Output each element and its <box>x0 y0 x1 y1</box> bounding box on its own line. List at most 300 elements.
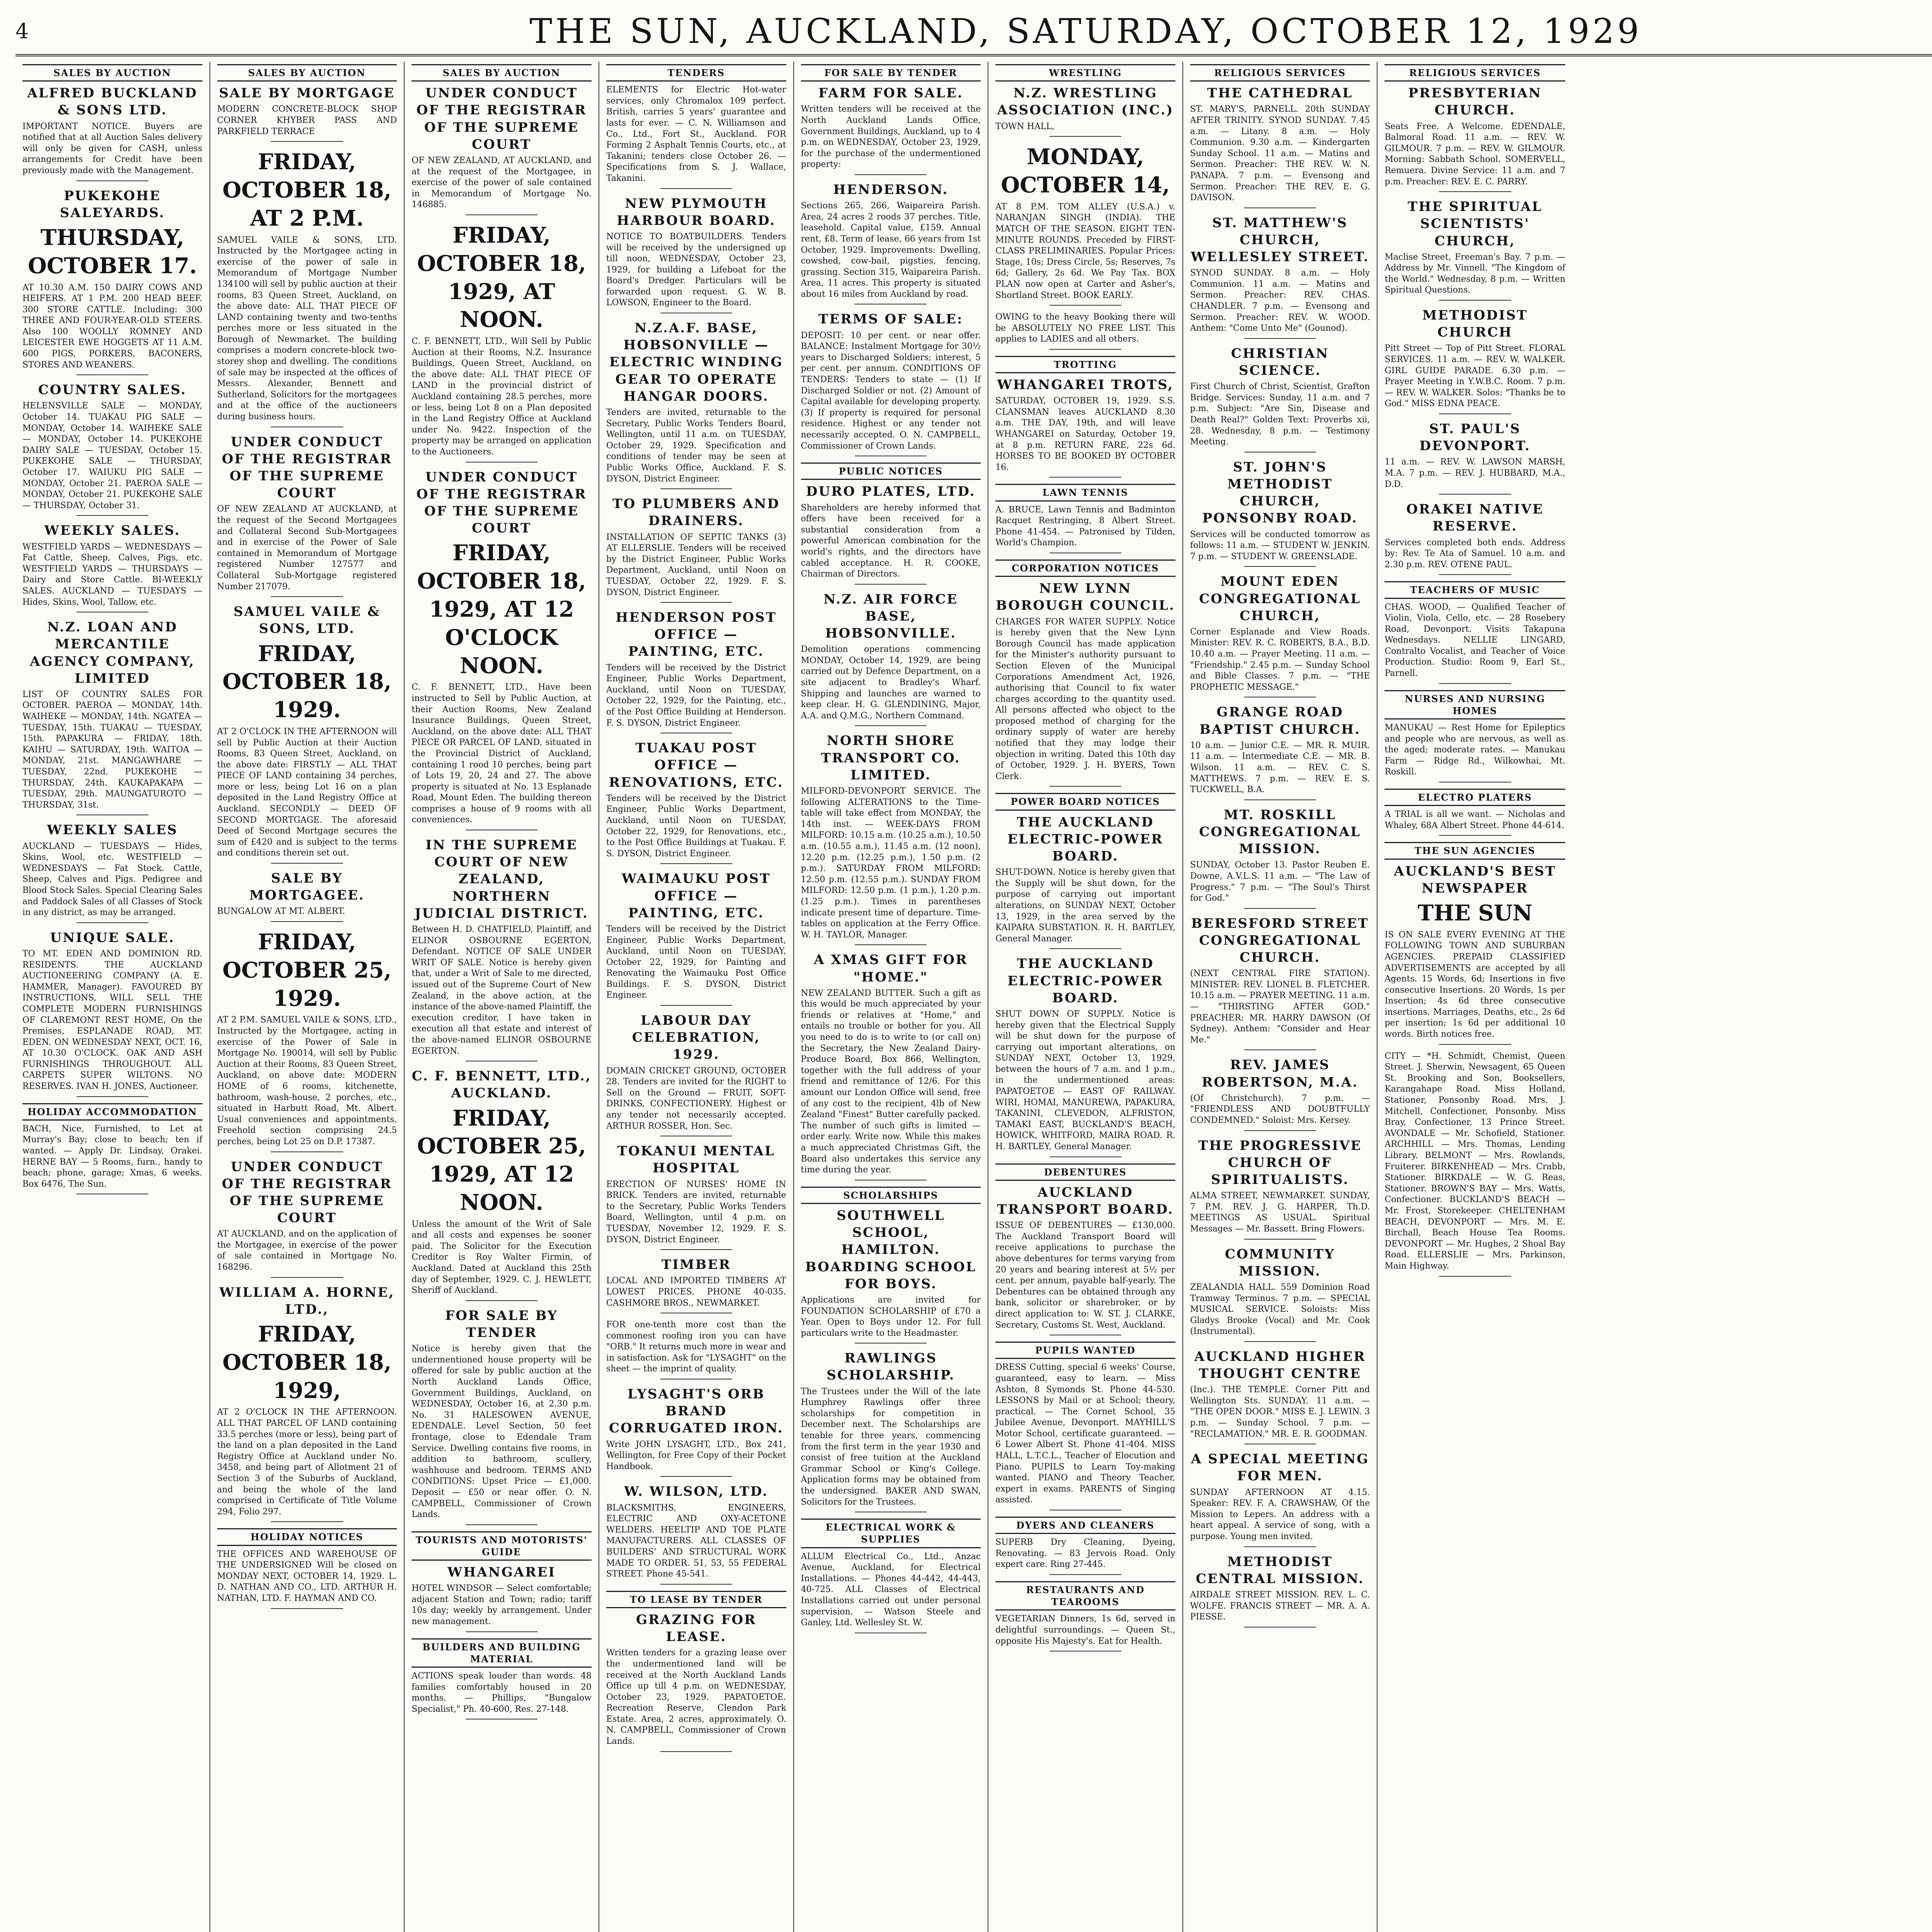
advert-heading: WHANGAREI TROTS, <box>997 377 1174 393</box>
column-2 <box>210 62 405 1932</box>
section-heading: ELECTRO PLATERS <box>1384 789 1565 806</box>
advert-body: HOTEL WINDSOR — Select comfortable; adjacent Station and Town; radio; tariff 10s day; weekly by arrangement. Under new management. <box>412 1583 592 1627</box>
divider <box>466 1631 537 1632</box>
advertisement <box>22 85 202 181</box>
advert-body: SHUT DOWN OF SUPPLY. Notice is hereby given that the Electrical Supply will be shut down for the purpose of carrying out important alterations, on SUNDAY NEXT, October 13, 1929, between the hours of 7 a.m. and 1 p.m., in the undermentioned areas: PAPATOETOE — EAST OF RAILWAY. WIRI, HOMAI, MANUREWA, PAPAKURA, TAKANINI, CLEVEDON, ALFRISTON, TAMAKI EAST, BUCKLAND'S BEACH, HOWICK, WHITFORD, MAIRA ROAD. R. H. BARTLEY, General Manager. <box>995 1009 1175 1152</box>
advert-heading: UNIQUE SALE. <box>50 930 175 946</box>
advertisement <box>217 1158 397 1278</box>
advert-heading: METHODIST CHURCH <box>1422 308 1528 340</box>
advert-heading: LYSAGHT'S ORB BRAND CORRUGATED IRON. <box>609 1386 784 1436</box>
divider <box>271 1151 343 1152</box>
advert-body: Corner Esplanade and View Roads. Minister: REV. R. C. ROBERTS, B.A., B.D. 10.40 a.m. — Prayer Meeting. 11 a.m. — "Friendship." 2.45 p.m. — Sunday School and Bible Classes. 7 p.m. — "THE PROPHETIC MESSAGE." <box>1190 627 1370 692</box>
advert-heading: HENDERSON. <box>833 182 949 197</box>
divider <box>1244 207 1316 208</box>
divider <box>660 1584 732 1585</box>
advert-body: FOR one-tenth more cost than the commonest roofing iron you can have "ORB." It returns much more in wear and in satisfaction. Ask for "LYSAGHT" on the sheet — the imprint of quality. <box>606 1320 786 1374</box>
divider <box>660 602 732 603</box>
advertisement <box>1384 501 1565 575</box>
advert-heading: TUAKAU POST OFFICE — RENOVATIONS, ETC. <box>609 740 784 790</box>
divider <box>660 1249 732 1250</box>
advert-body: MODERN CONCRETE-BLOCK SHOP CORNER KHYBER PASS AND PARKFIELD TERRACE <box>217 104 397 136</box>
divider <box>1049 136 1121 137</box>
advert-body: SAMUEL VAILE & SONS, LTD. Instructed by the Mortgagee acting in exercise of the power of sale in Memorandum of Mortgage Number 134100 will sell by public auction at their rooms, 83 Queen Street, Auckland, on the above date: ALL THAT PIECE OF LAND containing twenty and two-tenths perches more or less situated in the Borough of Newmarket. The building comprises a modern concrete-block two-storey shop and dwelling. The conditions of sale may be inspected at the offices of Messrs. Alexander, Bennett and Sutherland, Solicitors for the mortgagees and at the office of the auctioneers during business hours. <box>217 235 397 422</box>
advertisement <box>1384 307 1565 414</box>
advert-body: DEPOSIT: 10 per cent. or near offer. BALANCE: Instalment Mortgage for 30½ years to Discharged Soldiers; interest, 5 per cent. per annum. CONDITIONS OF TENDERS: Tenders to state — (1) If Discharged Soldier or not. (2) Amount of Capital available for developing property. (3) If property is required for personal residence. Highest or any tender not necessarily accepted. O. N. CAMPBELL, Commissioner of Crown Lands. <box>801 330 981 451</box>
advertisement <box>217 434 397 597</box>
advert-body: A TRIAL is all we want. — Nicholas and Whaley, 68A Albert Street. Phone 44-614. <box>1384 810 1566 830</box>
advert-display-line: THE SUN <box>1417 900 1532 926</box>
advert-body: ZEALANDIA HALL. 559 Dominion Road Tramway Terminus. 7 p.m. — SPECIAL MUSICAL SERVICE. Soloists: Miss Gladys Brooke (Vocal) and Mr. Cook (Instrumental). <box>1190 1282 1370 1337</box>
advert-body: VEGETARIAN Dinners, 1s 6d, served in delightful surroundings. — Queen St., opposite His Majesty's. Eat for Health. <box>995 1614 1175 1646</box>
advert-body: Tenders will be received by the District Engineer, Public Works Department, Auckland, until Noon on TUESDAY, October 22, 1929, for Painting and Renovating the Waimauku Post Office Buildings. F. S. DYSON, District Engineer. <box>606 924 786 1000</box>
section-heading: DYERS AND CLEANERS <box>995 1517 1175 1534</box>
advertisement <box>1190 345 1370 452</box>
advert-body: Seats Free. A Welcome. EDENDALE, Balmoral Road. 11 a.m. — REV. W. GILMOUR. 7 p.m. — REV. W. GILMOUR. Morning: Sabbath School. SOMERVELL, Remuera. Divine Service: 11 a.m. and 7 p.m. Preacher: REV. E. C. PARRY. <box>1384 121 1566 187</box>
advert-body: Maclise Street, Freeman's Bay. 7 p.m. — Address by Mr. Vinnell. "The Kingdom of the World." Wednesday, 8 p.m. — Written Spiritual Questions. <box>1384 252 1566 295</box>
divider <box>1439 574 1511 575</box>
advertisement <box>801 483 981 584</box>
advertisement <box>801 1350 981 1512</box>
divider <box>660 1751 732 1752</box>
divider <box>1439 413 1511 414</box>
divider <box>466 1524 537 1525</box>
advertisement <box>606 1012 786 1136</box>
advert-body: AT 2 O'CLOCK IN THE AFTERNOON. ALL THAT PARCEL OF LAND containing 33.5 perches (more or less), being part of the land on a plan deposited in the Land Registry Office at Auckland under No. 3458, and being part of Allotment 21 of Section 3 of the Suburbs of Auckland, and being the whole of the land comprised in Certificate of Title Volume 294, Folio 297. <box>217 1407 397 1517</box>
advert-body: AT 8 P.M. TOM ALLEY (U.S.A.) v. NARANJAN SINGH (INDIA). THE MATCH OF THE SEASON. EIGHT TEN-MINUTE ROUNDS. Preceded by FIRST-CLASS PRELIMINARIES. Popular Prices: Stage, 10s; Dress Circle, 5s; Reserves, 7s 6d; Gallery, 2s 6d. We Pay Tax. BOX PLAN now open at Carter and Asher's, Shortland Street. BOOK EARLY. <box>995 202 1175 300</box>
advert-heading: UNDER CONDUCT OF THE REGISTRAR OF THE SUPREME COURT <box>222 434 392 501</box>
advert-body: ACTIONS speak louder than words. 48 families comfortably housed in 20 months. — Phillips, "Bungalow Specialist," Ph. 40-600, Res. 27-148. <box>412 1671 592 1714</box>
divider <box>1439 1044 1511 1045</box>
advert-body: Tenders will be received by the District Engineer, Public Works Department, Auckland, until Noon on TUESDAY, October 22, 1929, for the Painting, etc., of the Post Office Building at Henderson. F. S. DYSON, District Engineer. <box>606 663 786 728</box>
section-heading: BUILDERS AND BUILDING MATERIAL <box>412 1638 592 1668</box>
advert-body: ST. MARY'S, PARNELL. 20th SUNDAY AFTER TRINITY. SYNOD SUNDAY. 7.45 a.m. — Litany. 8 a.m. — Holy Communion. 9.30 a.m. — Kindergarten Sunday School. 11 a.m. — Matins and Sermon. Preacher: THE REV. W. N. PANAPA. 7 p.m. — Evensong and Sermon. Preacher: THE REV. E. G. DAVISON. <box>1190 104 1370 203</box>
divider <box>1049 349 1121 350</box>
divider <box>1244 1546 1316 1547</box>
advert-heading: ST. JOHN'S METHODIST CHURCH, PONSONBY ROAD. <box>1202 459 1358 526</box>
advert-heading: CHRISTIAN SCIENCE. <box>1231 345 1329 379</box>
section-heading: LAWN TENNIS <box>995 484 1175 501</box>
advert-body: NEW ZEALAND BUTTER. Such a gift as this would be much appreciated by your friends or relatives at "Home," and entails no trouble or bother for you. All you need to do is to write to (or call on) the Secretary, the New Zealand Dairy-Produce Board, Box 866, Wellington, together with the full address of your friend and remittance of 12/6. For this amount our London Office will send, free of any cost to the recipient, 4lb of New Zealand "Finest" Butter carefully packed. The number of such gifts is limited — order early. Write now. While this makes a much appreciated Christmas Gift, the Board also undertakes this service any time during the year. <box>801 988 981 1175</box>
advert-display-line: FRIDAY, OCTOBER 25, 1929, AT 12 NOON. <box>417 1105 586 1215</box>
divider <box>1244 1627 1316 1628</box>
advertisement <box>606 1386 786 1477</box>
advert-heading: COUNTRY SALES. <box>38 382 187 398</box>
divider <box>1439 1276 1511 1277</box>
advert-body: IMPORTANT NOTICE. Buyers are notified that at all Auction Sales delivery will only be given for CASH, unless arrangements for Credit have been previously made with the Management. <box>22 121 202 175</box>
advert-heading: WEEKLY SALES <box>47 822 178 838</box>
advert-heading: AUCKLAND'S BEST NEWSPAPER <box>1394 863 1556 896</box>
advert-body: SATURDAY, OCTOBER 19, 1929. S.S. CLANSMAN leaves AUCKLAND 8.30 a.m. THE DAY, 19th, and will leave WHANGAREI on Saturday, October 19, at 8 p.m. RETURN FARE, 22s 6d. HORSES TO BE BOOKED BY OCTOBER 16. <box>995 396 1175 472</box>
advert-body: IS ON SALE EVERY EVENING AT THE FOLLOWING TOWN AND SUBURBAN AGENCIES. PREPAID CLASSIFIED ADVERTISEMENTS are accepted by all Agents. 15 Words, 6d; Insertions in five consecutive Insertions. 20 Words, 1s per Insertion; 4s 6d three consecutive insertions. Marriages, Deaths, etc., 2s 6d per insertion; 1s 6d per additional 10 words. Birth notices free. <box>1384 930 1566 1039</box>
divider <box>1439 494 1511 495</box>
section-heading: NURSES AND NURSING HOMES <box>1384 690 1565 719</box>
advertisement <box>1384 809 1565 836</box>
advert-body: LIST OF COUNTRY SALES FOR OCTOBER. PAEROA — MONDAY, 14th. WAIHEKE — MONDAY, 14th. NGATEA — TUESDAY, 15th. TUAKAU — TUESDAY, 15th. PAPAKURA — FRIDAY, 18th. KAIHU — SATURDAY, 19th. WAITOA — MONDAY, 21st. MANGAWHARE — TUESDAY, 22nd. PUKEKOHE — THURSDAY, 24th. KAUKAPAKAPA — TUESDAY, 29th. MAUNGATUROTO — THURSDAY, 31st. <box>22 689 202 810</box>
advertisement <box>22 187 202 376</box>
divider <box>466 214 537 215</box>
divider <box>855 584 927 585</box>
divider <box>77 922 148 923</box>
divider <box>1244 566 1316 567</box>
advertisement <box>606 1483 786 1584</box>
advert-heading: TOKANUI MENTAL HOSPITAL <box>617 1143 775 1176</box>
advert-heading: ST. MATTHEW'S CHURCH, WELLESLEY STREET. <box>1190 215 1369 265</box>
divider <box>1439 191 1511 192</box>
advert-heading: NEW LYNN BOROUGH COUNCIL. <box>996 581 1175 614</box>
advertisement <box>606 495 786 603</box>
section-heading: PUBLIC NOTICES <box>801 463 981 480</box>
advertisement <box>606 320 786 489</box>
advertisement <box>1190 1137 1370 1240</box>
advert-heading: NEW PLYMOUTH HARBOUR BOARD. <box>617 196 776 228</box>
section-heading: SALES BY AUCTION <box>412 64 592 82</box>
advertisement <box>412 221 592 463</box>
divider <box>660 188 732 189</box>
advertisement <box>995 1362 1175 1510</box>
advert-heading: PUKEKOHE SALEYARDS. <box>60 188 165 221</box>
advert-display-line: FRIDAY, OCTOBER 18, AT 2 P.M. <box>222 149 392 231</box>
advertisement <box>412 1564 592 1632</box>
divider <box>1244 338 1316 339</box>
advertisement <box>995 580 1175 787</box>
advert-body: ELEMENTS for Electric Hot-water services, only Chromalox 109 perfect. British, carries 5 years' guarantee and lasts for ever. — C. N. Williamson and Co., Ltd., Fort St., Auckland. FOR Forming 2 Asphalt Tennis Courts, etc., at Takanini; tenders close October 26. — Specifications from S. J. Wallace, Takanini. <box>606 85 786 183</box>
section-heading: HOLIDAY ACCOMMODATION <box>22 1103 202 1121</box>
advert-body: Services will be conducted tomorrow as follows: 11 a.m. — STUDENT W. JENKIN. 7 p.m. — STUDENT W. GREENSLADE. <box>1190 529 1370 561</box>
advertisement <box>1190 704 1370 800</box>
advert-heading: ST. PAUL'S DEVONPORT. <box>1419 421 1531 454</box>
advert-heading: AUCKLAND HIGHER THOUGHT CENTRE <box>1194 1349 1366 1382</box>
column-3 <box>405 62 599 1932</box>
advert-body: 10 a.m. — Junior C.E. — MR. R. MUIR. 11 a.m. — Intermediate C.E. — MR. B. Wilson. 11 a.m. — REV. C. S. MATTHEWS. 7 p.m. — REV. E. S. TUCKWELL, B.A. <box>1190 740 1370 795</box>
advert-heading: SOUTHWELL SCHOOL, HAMILTON. BOARDING SCHOOL FOR BOYS. <box>805 1208 976 1292</box>
advert-body: AT 2 P.M. SAMUEL VAILE & SONS, LTD., Instructed by the Mortgagee, acting in exercise of the Power of Sale in Mortgage No. 190014, will sell by Public Auction at their Rooms, 83 Queen Street, Auckland, on above date: MODERN HOME of 6 rooms, kitchenette, bathroom, wash-house, 2 porches, etc., situated in Harbutt Road, Mt. Albert. Usual conveniences and appointments. Freehold section comprising 24.5 perches, being Lot 25 on D.P. 17387. <box>217 1015 397 1146</box>
advertisement <box>412 1307 592 1525</box>
advertisement <box>606 1320 786 1379</box>
advert-heading: MT. ROSKILL CONGREGATIONAL MISSION. <box>1199 807 1361 857</box>
section-heading: TROTTING <box>995 356 1175 373</box>
divider <box>1244 799 1316 800</box>
divider <box>1244 1341 1316 1342</box>
advertisement <box>217 870 397 922</box>
advert-heading: WHANGAREI <box>447 1565 556 1580</box>
advert-body: SUNDAY AFTERNOON AT 4.15. Speaker: REV. F. A. CRAWSHAW, Of the Mission to Lepers. An address with a heart appeal. A service of song, with a purpose. Young men invited. <box>1190 1487 1370 1541</box>
advert-body: SUNDAY, October 13. Pastor Reuben E. Downe, A.V.L.S. 11 a.m. — "The Law of Progress." 7 p.m. — "The Soul's Thirst for God." <box>1190 860 1370 903</box>
advertisement <box>217 928 397 1152</box>
advertisement <box>995 1184 1175 1335</box>
advert-heading: BERESFORD STREET CONGREGATIONAL CHURCH. <box>1191 915 1369 966</box>
column-6 <box>988 62 1183 1932</box>
advertisement <box>22 619 202 815</box>
divider <box>1244 1239 1316 1240</box>
divider <box>1049 1574 1121 1575</box>
advertisement <box>606 740 786 864</box>
advert-body: Written tenders will be received at the North Auckland Lands Office, Government Buildings, Auckland, up to 4 p.m. on WEDNESDAY, October 23, 1929, for the purchase of the undermentioned property: <box>801 104 981 170</box>
advert-heading: THE AUCKLAND ELECTRIC-POWER BOARD. <box>1007 956 1163 1006</box>
advert-body: Tenders are invited, returnable to the Secretary, Public Works Tenders Board, Wellington, until 11 a.m. on TUESDAY, October 29, 1929. Specification and conditions of tender may be seen at Public Works Office, Auckland. F. S. DYSON, District Engineer. <box>606 408 786 484</box>
advertisement <box>1190 1246 1370 1342</box>
advert-body: CHARGES FOR WATER SUPPLY. Notice is hereby given that the New Lynn Borough Council has made application for the Minister's authority pursuant to Section Eleven of the Municipal Corporations Amendment Act, 1926, authorising that Council to fix water charges according to the quantity used. All persons affected who object to the proposed method of charging for the ordinary supply of water are hereby notified that they may lodge their objection in writing. Dated this 10th day of October, 1929. J. H. BYERS, Town Clerk. <box>995 617 1175 781</box>
advertisement <box>412 1671 592 1719</box>
divider <box>1244 1049 1316 1050</box>
divider <box>1049 948 1121 949</box>
column-7 <box>1183 62 1378 1932</box>
divider <box>855 944 927 945</box>
advert-body: BUNGALOW AT MT. ALBERT. <box>217 906 345 917</box>
advert-body: Applications are invited for FOUNDATION SCHOLARSHIP of £70 a Year. Open to Boys under 12. For full particulars write to the Headmaster. <box>801 1295 981 1338</box>
advert-heading: ALFRED BUCKLAND & SONS LTD. <box>27 85 198 118</box>
divider <box>271 863 343 864</box>
advert-heading: PRESBYTERIAN CHURCH. <box>1408 85 1542 118</box>
advert-heading: UNDER CONDUCT OF THE REGISTRAR OF THE SUPREME COURT <box>222 1159 392 1226</box>
advert-body: TO MT. EDEN AND DOMINION RD. RESIDENTS. THE AUCKLAND AUCTIONEERING COMPANY (A. E. HAMMER, Manager). FAVOURED BY INSTRUCTIONS, WILL SELL THE COMPLETE MODERN FURNISHINGS OF CLAREMONT REST HOME, On the Premises, ESPLANADE ROAD, MT. EDEN. ON WEDNESDAY NEXT, OCT. 16, AT 10.30 O'CLOCK. OAK AND ASH FURNISHINGS THROUGHOUT. ALL CARPETS SUPER WILTONS. NO RESERVES. IVAN H. JONES, Auctioneer. <box>22 949 202 1092</box>
advert-body: The Trustees under the Will of the late Humphrey Rawlings offer three scholarships for competition in December next. The Scholarships are tenable for three years, commencing from the first term in the year 1930 and consist of free tuition at the Auckland Grammar School or King's College. Application forms may be obtained from the undersigned. BAKER AND SWAN, Solicitors for the Trustees. <box>801 1386 981 1507</box>
advertisement <box>412 837 592 1061</box>
divider <box>1049 305 1121 306</box>
advert-body: ALLUM Electrical Co., Ltd., Anzac Avenue, Auckland, for Electrical Installations. — Phones 44-442, 44-443, 40-725. ALL Classes of Electrical Installations carried out under personal supervision. — Watson Steele and Ganley, Ltd. Wellesley St. W. <box>801 1551 981 1628</box>
advert-body: AT AUCKLAND, and on the application of the Mortgagee, in exercise of the power of sale contained in Mortgage No. 168296. <box>217 1229 397 1272</box>
advert-body: Sections 265, 266, Waipareira Parish. Area, 24 acres 2 roods 37 perches. Title, leasehold. Capital value, £159. Annual rent, £8. Term of lease, 66 years from 1st October, 1929. Improvements: Dwelling, cowshed, cow-bail, pigsties, fencing, grassing. Section 315, Waipareira Parish. Area, 11 acres. This property is situated about 16 miles from Auckland by road. <box>801 201 981 299</box>
section-heading: PUPILS WANTED <box>995 1342 1175 1359</box>
advert-heading: REV. JAMES ROBERTSON, M.A. <box>1202 1057 1359 1090</box>
divider <box>271 1277 343 1278</box>
advert-body: (NEXT CENTRAL FIRE STATION). MINISTER: REV. LIONEL B. FLETCHER. 10.15 a.m. — PRAYER MEETING. 11 a.m. — "THIRSTING AFTER GOD." PREACHER: MR. HARRY DAWSON (Of Sydney). Anthem: "Consider and Hear Me." <box>1190 969 1370 1045</box>
advert-heading: THE CATHEDRAL <box>1207 85 1353 101</box>
advert-body: AUCKLAND — TUESDAYS — Hides, Skins, Wool, etc. WESTFIELD — WEDNESDAYS — Fat Stock. Cattle, Sheep, Calves and Pigs. Pedigree and Blood Stock Sales. Special Clearing Sales and Paddock Sales of all Classes of Stock in any district, as may be arranged. <box>22 841 202 918</box>
advert-heading: LABOUR DAY CELEBRATION, 1929. <box>632 1013 760 1063</box>
divider <box>1244 1130 1316 1131</box>
divider <box>271 1608 343 1609</box>
advert-body: LOCAL AND IMPORTED TIMBERS AT LOWEST PRICES. PHONE 40-035. CASHMORE BROS., NEWMARKET. <box>606 1276 786 1308</box>
advert-heading: COMMUNITY MISSION. <box>1225 1246 1335 1279</box>
advert-heading: A SPECIAL MEETING FOR MEN. <box>1191 1451 1369 1484</box>
advertisement <box>801 1551 981 1633</box>
advertisement <box>217 1284 397 1522</box>
advert-body: Shareholders are hereby informed that offers have been received for a substantial consideration from a powerful American combination for the world's rights, and the directors have cabled acceptance. H. R. COOKE, Chairman of Directors. <box>801 503 981 579</box>
advertisement <box>217 1549 397 1609</box>
section-heading: TO LEASE BY TENDER <box>606 1591 786 1608</box>
advert-body: THE OFFICES AND WAREHOUSE OF THE UNDERSIGNED Will be closed on MONDAY NEXT, OCTOBER 14, 1929. L. D. NATHAN AND CO., LTD. ARTHUR H. NATHAN, LTD. F. HAYMAN AND CO. <box>217 1549 397 1603</box>
divider <box>1049 786 1121 787</box>
advert-heading: TO PLUMBERS AND DRAINERS. <box>612 496 780 529</box>
section-heading: DEBENTURES <box>995 1163 1175 1181</box>
divider <box>271 596 343 597</box>
divider <box>77 1096 148 1097</box>
advert-display-line: FRIDAY, OCTOBER 18, 1929. <box>222 641 392 723</box>
advert-body: ERECTION OF NURSES' HOME IN BRICK. Tenders are invited, returnable to the Secretary, Public Works Tenders Board, Wellington, until 4 p.m. on TUESDAY, November 12, 1929. F. S. DYSON, District Engineer. <box>606 1179 786 1245</box>
section-heading: SCHOLARSHIPS <box>801 1187 981 1204</box>
advertisement <box>22 381 202 516</box>
section-heading: THE SUN AGENCIES <box>1384 842 1565 859</box>
advertisement <box>1384 198 1565 301</box>
advertisement <box>606 195 786 314</box>
section-heading: FOR SALE BY TENDER <box>801 64 981 82</box>
advertisement <box>801 311 981 456</box>
divider <box>271 1521 343 1522</box>
advertisement <box>606 1256 786 1313</box>
section-heading: HOLIDAY NOTICES <box>217 1528 397 1546</box>
masthead <box>15 8 1932 56</box>
advert-body: DRESS Cutting, special 6 weeks' Course, guaranteed, easy to learn. — Miss Ashton, 8 Symonds St. Phone 44-530. LESSONS by Mail or at School; theory, practical. — The Cornet School, 35 Jubilee Avenue, Devonport. MAYHILL'S Motor School, certificate guaranteed. — 6 Lower Albert St. Phone 41-404. MISS HALL, L.T.C.L., Teacher of Elocution and Piano. PUPILS to Learn Toy-making wanted. PIANO and Theory Teacher, expert in exams. PARENTS of Singing assisted. <box>995 1362 1175 1505</box>
advertisement <box>801 85 981 175</box>
advertisement <box>606 870 786 1006</box>
advert-heading: ORAKEI NATIVE RESERVE. <box>1406 502 1544 534</box>
advert-body: MILFORD-DEVONPORT SERVICE. The following ALTERATIONS to the Time-table will take effect from MONDAY, the 14th inst. — WEEK-DAYS FROM MILFORD: 10.15 a.m. (10.25 a.m.), 10.50 a.m. (10.55 a.m.), 11.45 a.m. (12 noon), 12.20 p.m. (12.25 p.m.), 1.50 p.m. (2 p.m.). SATURDAY FROM MILFORD: 12.50 p.m. (12.55 p.m.). SUNDAY FROM MILFORD: 12.50 p.m. (1 p.m.), 1.20 p.m. (1.25 p.m.). Times in parentheses indicate present time of departure. Time-tables on application at the Ferry Office. W. H. TAYLOR, Manager. <box>801 786 981 940</box>
advertisement <box>995 376 1175 478</box>
advert-body: Demolition operations commencing MONDAY, October 14, 1929, are being carried out by Defence Department, on a site adjacent to Bradley's Wharf. Shipping and launches are warned to keep clear. H. G. GLENDINING, Major, A.A. and Q.M.G., Northern Command. <box>801 645 981 721</box>
advert-body: A. BRUCE, Lawn Tennis and Badminton Racquet Restringing, 8 Albert Street. Phone 41-454. — Patronised by Tilden, World's Champion. <box>995 505 1175 548</box>
advert-heading: SALE BY MORTGAGE <box>219 85 395 101</box>
divider <box>1049 1156 1121 1157</box>
advertisement <box>995 143 1175 306</box>
advert-heading: TERMS OF SALE: <box>818 311 963 327</box>
divider <box>660 863 732 864</box>
advert-body: TOWN HALL, <box>995 121 1055 131</box>
advert-body: SYNOD SUNDAY. 8 a.m. — Holy Communion. 11 a.m. — Matins and Sermon. Preacher: REV. CHAS. CHANDLER. 7 p.m. — Evensong and Sermon. Preacher: REV. W. WOOD. Anthem: "Come Unto Me" (Gounod). <box>1190 268 1370 333</box>
divider <box>660 1005 732 1006</box>
advert-heading: GRAZING FOR LEASE. <box>636 1612 757 1645</box>
section-heading: SALES BY AUCTION <box>217 64 397 82</box>
advert-body: WESTFIELD YARDS — WEDNESDAYS — Fat Cattle, Sheep, Calves, Pigs, etc. WESTFIELD YARDS — THURSDAYS — Dairy and Store Cattle. BI-WEEKLY SALES. AUCKLAND — TUESDAYS — Hides, Skins, Wool, Tallow, etc. <box>22 542 202 607</box>
advertisement <box>995 505 1175 553</box>
column-8 <box>1378 62 1572 1932</box>
advert-body: 11 a.m. — REV. W. LAWSON MARSH, M.A. 7 p.m. — REV. J. HUBBARD, M.A., D.D. <box>1384 457 1566 489</box>
divider <box>1439 835 1511 836</box>
advertisement <box>995 1614 1175 1651</box>
section-heading: TENDERS <box>606 64 786 82</box>
divider <box>77 515 148 516</box>
section-heading: ELECTRICAL WORK & SUPPLIES <box>801 1519 981 1548</box>
advert-body: CITY — *H. Schmidt, Chemist, Queen Street. J. Sherwin, Newsagent, 65 Queen St. Brooking and Son, Booksellers, Karangahape Road. Miss Holland, Stationer, Ponsonby Road. Mrs. J. Mitchell, Confectioner, Ponsonby. Miss Bray, Confectioner, 13 Prince Street. AVONDALE — Mr. Schofield, Stationer. ARCHHILL — Mrs. Thomas, Lending Library. BELMONT — Mrs. Rowlands, Fruiterer. BIRKENHEAD — Mrs. Crabb, Stationer. BIRKDALE — W. G. Reas, Stationer. BROWN'S BAY — Mrs. Watts, Confectioner. BUCKLAND'S BEACH — Mr. Frost, Storekeeper. CHELTENHAM BEACH, DEVONPORT — Mrs. M. E. Birchall, Beach House Tea Rooms. DEVONPORT — Mr. Hughes, 2 Shoal Bay Road. ELLERSLIE — Mrs. Parkinson, Main Highway. <box>1384 1051 1566 1271</box>
advertisement <box>1384 602 1565 684</box>
advert-heading: SAMUEL VAILE & SONS, LTD. <box>233 604 381 637</box>
advert-heading: THE SPIRITUAL SCIENTISTS' CHURCH, <box>1407 199 1543 249</box>
section-heading: TEACHERS OF MUSIC <box>1384 581 1565 599</box>
advert-body: Tenders will be received by the District Engineer, Public Works Department, Auckland, until Noon on TUESDAY, October 22, 1929, for Renovations, etc., to the Post Office Buildings at Tuakau. F. S. DYSON, District Engineer. <box>606 793 786 859</box>
advertisement <box>1384 420 1565 495</box>
advert-body: NOTICE TO BOATBUILDERS. Tenders will be received by the undersigned up till noon, WEDNESDAY, October 23, 1929, for building a Lifeboat for the Board's Dredger. Particulars will be forwarded upon request. G. W. B. LOWSON, Engineer to the Board. <box>606 231 786 308</box>
advert-heading: RAWLINGS SCHOLARSHIP. <box>827 1350 955 1383</box>
advert-body: Notice is hereby given that the undermentioned house property will be offered for sale by public auction at the North Auckland Lands Office, Government Buildings, Auckland, on WEDNESDAY, October 16, at 2.30 p.m. No. 31 HALESOWEN AVENUE, EDENDALE. Level Section, 50 feet frontage, close to Edendale Tram Service. Dwelling contains five rooms, in addition to bathroom, scullery, washhouse and bedroom. TERMS AND CONDITIONS: Upset Price — £1,000. Deposit — £50 or near offer. O. N. CAMPBELL, Commissioner of Crown Lands. <box>412 1344 592 1520</box>
advertisement <box>1384 85 1565 192</box>
advert-display-line: MONDAY, OCTOBER 14, <box>1001 144 1170 198</box>
advertisement <box>995 955 1175 1157</box>
advert-body: MANUKAU — Rest Home for Epileptics and people who are nervous, as well as the aged; moderate rates. — Manukau Farm — Ridge Rd., Wilkowhai, Mt. Roskill. <box>1384 723 1566 777</box>
advertisement <box>22 522 202 612</box>
advertisement <box>412 1068 592 1301</box>
advertisement <box>1190 1056 1370 1131</box>
advert-body: CHAS. WOOD, — Qualified Teacher of Violin, Viola, Cello, etc. — 28 Rosebery Road, Devonport. Visits Takapuna Wednesdays. NELLIE LINGARD, Contralto Vocalist, and Teacher of Voice Production. Studio: Room 9, Earl St., Parnell. <box>1384 602 1566 679</box>
advert-body: C. F. BENNETT, LTD., Will Sell by Public Auction at their Rooms, N.Z. Insurance Buildings, Queen Street, Auckland, on the above date: ALL THAT PIECE OF LAND in the provincial district of Auckland containing 28.5 perches, more or less, being Lot 8 on a Plan deposited in the Land Registry Office at Auckland under No. 9422. Inspection of the property may be arranged on application to the Auctioneers. <box>412 337 592 457</box>
advert-body: OF NEW ZEALAND, AT AUCKLAND, and at the request of the Mortgagee, in exercise of the power of sale contained in Memorandum of Mortgage No. 146885. <box>412 155 592 210</box>
column-5 <box>794 62 989 1932</box>
advert-body: First Church of Christ, Scientist, Grafton Bridge. Services: Sunday, 11 a.m. and 7 p.m. Subject: "Are Sin, Disease and Death Real?" Golden Text: Proverbs xii, 28. Wednesday, 8 p.m. — Testimony Meeting. <box>1190 382 1370 447</box>
divider <box>466 1300 537 1301</box>
advert-body: Unless the amount of the Writ of Sale and all costs and expenses be sooner paid. The Solicitor for the Execution Creditor is Roy Walter Firmin, of Auckland. Dated at Auckland this 25th day of September, 1929. C. J. HEWLETT, Sheriff of Auckland. <box>412 1219 592 1296</box>
advertisement <box>1190 915 1370 1051</box>
advertisement <box>1190 1553 1370 1628</box>
advert-heading: DURO PLATES, LTD. <box>806 484 976 500</box>
divider <box>77 374 148 375</box>
advertisement <box>995 814 1175 949</box>
advert-heading: C. F. BENNETT, LTD., AUCKLAND. <box>412 1068 592 1101</box>
advertisement <box>1190 214 1370 339</box>
section-heading: TOURISTS AND MOTORISTS' GUIDE <box>412 1531 592 1561</box>
advert-heading: N.Z. WRESTLING ASSOCIATION (INC.) <box>997 85 1174 118</box>
column-1 <box>15 62 210 1932</box>
divider <box>855 174 927 175</box>
advert-heading: N.Z. AIR FORCE BASE, HOBSONVILLE. <box>823 591 958 641</box>
advertisement <box>995 1537 1175 1575</box>
advertisement <box>217 603 397 864</box>
advert-heading: N.Z. LOAN AND MERCANTILE AGENCY COMPANY, LIMITED <box>30 619 195 686</box>
advert-heading: TIMBER <box>661 1257 731 1273</box>
advert-body: OF NEW ZEALAND AT AUCKLAND, at the request of the Second Mortgagees and Collateral Second Sub-Mortgagees and in exercise of the Power of Sale contained in Memorandum of Mortgage registered Number 127577 and Collateral Sub-Mortgage registered Number 217079. <box>217 504 397 592</box>
advert-body: ALMA STREET, NEWMARKET. SUNDAY, 7 P.M. REV. J. G. HARPER, Th.D. MEETINGS AS USUAL. Spiritual Messages — Mr. Bassett. Bring Flowers. <box>1190 1191 1370 1234</box>
advert-heading: MOUNT EDEN CONGREGATIONAL CHURCH, <box>1199 574 1361 624</box>
advert-heading: W. WILSON, LTD. <box>624 1484 769 1500</box>
section-heading: RELIGIOUS SERVICES <box>1384 64 1565 82</box>
advertisement <box>217 85 397 142</box>
divider <box>1439 683 1511 684</box>
section-heading: POWER BOARD NOTICES <box>995 793 1175 810</box>
divider <box>855 725 927 726</box>
advert-heading: FOR SALE BY TENDER <box>445 1308 558 1341</box>
advert-body: AT 2 O'CLOCK IN THE AFTERNOON will sell by Public Auction at their Auction Rooms, 83 Queen Street, Auckland, on the above date: FIRSTLY — ALL THAT PIECE OF LAND containing 34 perches, more or less, being Lot 16 on a plan deposited in the Land Registry Office at Auckland. SECONDLY — DEED OF SECOND MORTGAGE. The aforesaid Deed of Second Mortgage secures the sum of £420 and is subject to the terms and conditions therein set out. <box>217 726 397 858</box>
section-heading: RESTAURANTS AND TEAROOMS <box>995 1581 1175 1611</box>
advert-heading: WEEKLY SALES. <box>44 523 180 539</box>
advert-display-line: FRIDAY, OCTOBER 18, 1929, AT 12 O'CLOCK NOON. <box>417 540 586 679</box>
advertisement <box>1190 85 1370 208</box>
advertisement <box>995 85 1175 137</box>
section-heading: SALES BY AUCTION <box>22 64 202 82</box>
advert-heading: NORTH SHORE TRANSPORT CO. LIMITED. <box>821 733 961 783</box>
advert-display-line: FRIDAY, OCTOBER 18, 1929, AT NOON. <box>417 222 586 333</box>
divider <box>1439 300 1511 301</box>
section-heading: CORPORATION NOTICES <box>995 560 1175 577</box>
divider <box>660 488 732 489</box>
advert-body: ISSUE OF DEBENTURES — £130,000. The Auckland Transport Board will receive applications to purchase the above debentures for terms varying from 20 years and bearing interest at 5½ per cent. per annum, payable half-yearly. The Debentures can be obtained through any bank, solicitor or sharebroker, or by direct application to: W. ST. J. CLARKE, Secretary, Customs St. West, Auckland. <box>995 1221 1175 1330</box>
advert-body: DOMAIN CRICKET GROUND, OCTOBER 28. Tenders are invited for the RIGHT to Sell on the Ground — FRUIT, SOFT-DRINKS, CONFECTIONERY. Highest or any tender not necessarily accepted. ARTHUR ROSSER, Hon. Sec. <box>606 1066 786 1131</box>
advertisement <box>412 469 592 830</box>
divider <box>466 462 537 463</box>
divider <box>660 1476 732 1477</box>
advertisement <box>606 1143 786 1250</box>
divider <box>271 921 343 922</box>
advert-heading: A XMAS GIFT FOR "HOME." <box>814 952 968 985</box>
advert-body: INSTALLATION OF SEPTIC TANKS (3) AT ELLERSLIE. Tenders will be received by the District Engineer, Public Works Department, Auckland, until Noon on TUESDAY, October 22, 1929. F. S. DYSON, District Engineer. <box>606 532 786 597</box>
advert-heading: UNDER CONDUCT OF THE REGISTRAR OF THE SUPREME COURT <box>416 469 587 536</box>
advert-heading: GRANGE ROAD BAPTIST CHURCH. <box>1199 704 1361 737</box>
advertisement <box>22 929 202 1097</box>
advert-display-line: FRIDAY, OCTOBER 18, 1929, <box>222 1321 392 1403</box>
advert-body: BACH, Nice, Furnished, to Let at Murray's Bay; close to beach; ten if wanted. — Apply Dr. Lindsay, Orakei. HERNE BAY — 5 Rooms, furn., handy to beach; phone, garage; Xmas, 6 weeks. Box 6476, The Sun. <box>22 1124 202 1189</box>
advert-heading: FARM FOR SALE. <box>818 85 963 101</box>
divider <box>1049 477 1121 478</box>
advertisement <box>1190 806 1370 909</box>
advertisement <box>801 732 981 945</box>
advertisement <box>1384 863 1565 1045</box>
advertisement <box>412 85 592 215</box>
advertisement <box>1190 459 1370 567</box>
divider <box>1244 908 1316 909</box>
divider <box>855 1343 927 1344</box>
advert-body: (Inc.). THE TEMPLE. Corner Pitt and Wellington Sts. SUNDAY. 11 a.m. — "THE OPEN DOOR." MISS E. J. LEWIN. 3 p.m. — Sunday School. 7 p.m. — "RECLAMATION." MR. E. R. GOODMAN. <box>1190 1385 1370 1439</box>
advert-body: HELENSVILLE SALE — MONDAY, October 14. TUAKAU PIG SALE — MONDAY, October 14. WAIHEKE SALE — MONDAY, October 14. PUKEKOHE DAIRY SALE — TUESDAY, October 15. PUKEKOHE SALE — THURSDAY, October 17. WAIUKU PIG SALE — MONDAY, October 21. PAEROA SALE — MONDAY, October 21. PUKEKOHE SALE — THURSDAY, October 31. <box>22 401 202 510</box>
divider <box>77 180 148 181</box>
advert-heading: N.Z.A.F. BASE, HOBSONVILLE — ELECTRIC WINDING GEAR TO OPERATE HANGAR DOORS. <box>609 320 783 404</box>
divider <box>271 141 343 142</box>
advert-heading: SALE BY MORTGAGEE. <box>249 871 365 903</box>
